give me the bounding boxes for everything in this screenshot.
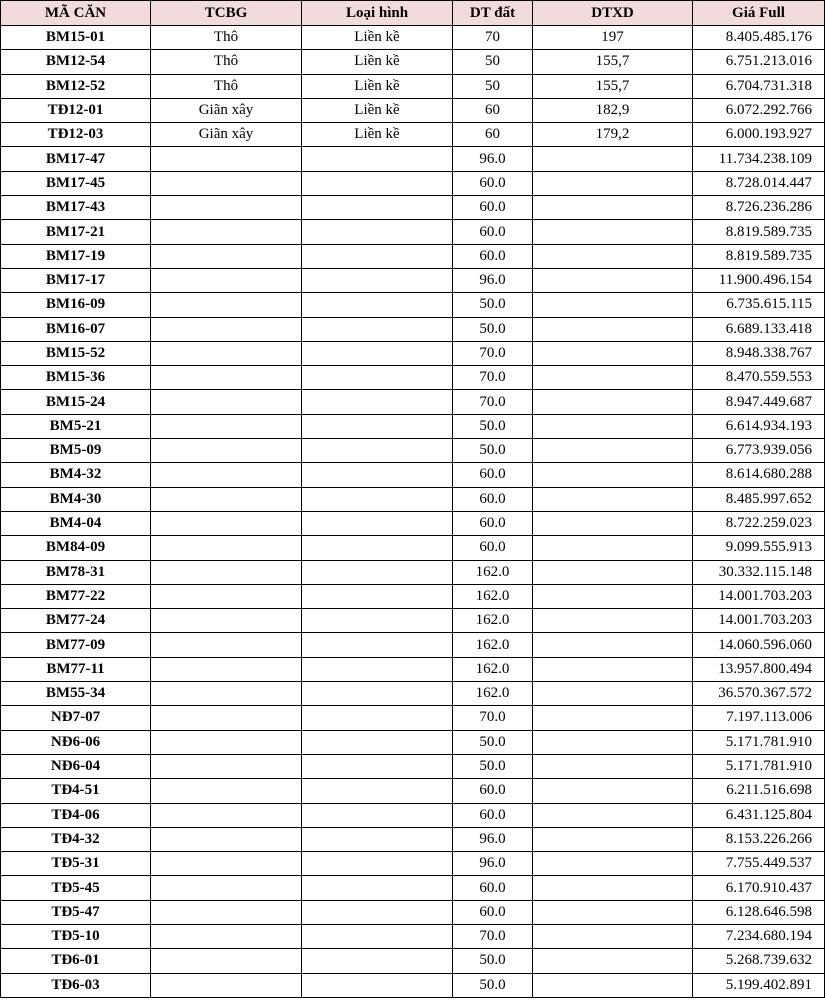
- cell-loai-hinh: Liền kề: [302, 98, 453, 122]
- table-row: [1, 633, 825, 657]
- cell-loai-hinh: [302, 487, 453, 511]
- cell-loai-hinh: [302, 439, 453, 463]
- cell-ma-can: BM15-01: [1, 26, 151, 50]
- cell-gia-full: 8.470.559.553: [693, 366, 825, 390]
- cell-loai-hinh: Liền kề: [302, 50, 453, 74]
- table-row: [1, 26, 825, 50]
- cell-dtxd: [533, 609, 693, 633]
- table-row: [1, 803, 825, 827]
- cell-loai-hinh: [302, 754, 453, 778]
- cell-ma-can: NĐ6-04: [1, 754, 151, 778]
- cell-tcbg: [151, 293, 302, 317]
- cell-loai-hinh: [302, 706, 453, 730]
- cell-gia-full: 6.614.934.193: [693, 414, 825, 438]
- cell-ma-can: BM17-21: [1, 220, 151, 244]
- cell-loai-hinh: [302, 244, 453, 268]
- cell-tcbg: [151, 366, 302, 390]
- cell-dt-dat: 50: [453, 74, 533, 98]
- cell-gia-full: 11.900.496.154: [693, 268, 825, 292]
- cell-gia-full: 5.199.402.891: [693, 973, 825, 997]
- cell-gia-full: 8.728.014.447: [693, 171, 825, 195]
- cell-tcbg: [151, 317, 302, 341]
- cell-tcbg: [151, 147, 302, 171]
- cell-ma-can: BM15-36: [1, 366, 151, 390]
- cell-gia-full: 5.171.781.910: [693, 730, 825, 754]
- cell-dt-dat: 60.0: [453, 244, 533, 268]
- cell-dt-dat: 162.0: [453, 657, 533, 681]
- cell-tcbg: [151, 536, 302, 560]
- cell-tcbg: [151, 706, 302, 730]
- cell-dtxd: [533, 171, 693, 195]
- cell-dt-dat: 50.0: [453, 730, 533, 754]
- cell-gia-full: 8.947.449.687: [693, 390, 825, 414]
- table-row: [1, 390, 825, 414]
- cell-loai-hinh: [302, 633, 453, 657]
- table-row: [1, 584, 825, 608]
- cell-dt-dat: 60.0: [453, 196, 533, 220]
- cell-gia-full: 8.819.589.735: [693, 220, 825, 244]
- table-row: [1, 196, 825, 220]
- cell-tcbg: [151, 754, 302, 778]
- cell-dtxd: 155,7: [533, 74, 693, 98]
- cell-ma-can: TĐ6-01: [1, 949, 151, 973]
- cell-gia-full: 6.431.125.804: [693, 803, 825, 827]
- cell-tcbg: [151, 171, 302, 195]
- cell-gia-full: 6.128.646.598: [693, 900, 825, 924]
- cell-loai-hinh: [302, 511, 453, 535]
- cell-dtxd: [533, 973, 693, 997]
- cell-tcbg: [151, 196, 302, 220]
- cell-dtxd: [533, 779, 693, 803]
- cell-tcbg: [151, 730, 302, 754]
- cell-ma-can: BM78-31: [1, 560, 151, 584]
- table-row: [1, 171, 825, 195]
- cell-dt-dat: 70.0: [453, 706, 533, 730]
- cell-dt-dat: 60.0: [453, 171, 533, 195]
- cell-loai-hinh: [302, 609, 453, 633]
- cell-gia-full: 8.153.226.266: [693, 827, 825, 851]
- cell-dt-dat: 60.0: [453, 511, 533, 535]
- cell-loai-hinh: [302, 341, 453, 365]
- cell-tcbg: [151, 924, 302, 948]
- cell-gia-full: 8.948.338.767: [693, 341, 825, 365]
- cell-dtxd: [533, 657, 693, 681]
- cell-dtxd: [533, 633, 693, 657]
- cell-ma-can: NĐ7-07: [1, 706, 151, 730]
- cell-gia-full: 7.197.113.006: [693, 706, 825, 730]
- cell-ma-can: TĐ4-06: [1, 803, 151, 827]
- cell-dtxd: [533, 220, 693, 244]
- cell-loai-hinh: [302, 779, 453, 803]
- cell-tcbg: Thô: [151, 74, 302, 98]
- cell-dtxd: 182,9: [533, 98, 693, 122]
- cell-gia-full: 14.060.596.060: [693, 633, 825, 657]
- cell-tcbg: [151, 220, 302, 244]
- cell-dt-dat: 60.0: [453, 220, 533, 244]
- table-header: [1, 1, 825, 26]
- table-row: [1, 220, 825, 244]
- cell-loai-hinh: [302, 876, 453, 900]
- cell-tcbg: [151, 560, 302, 584]
- cell-tcbg: Giãn xây: [151, 123, 302, 147]
- cell-dtxd: [533, 852, 693, 876]
- cell-dt-dat: 60: [453, 98, 533, 122]
- cell-ma-can: NĐ6-06: [1, 730, 151, 754]
- cell-loai-hinh: [302, 390, 453, 414]
- cell-ma-can: BM4-30: [1, 487, 151, 511]
- cell-dtxd: [533, 827, 693, 851]
- cell-gia-full: 6.000.193.927: [693, 123, 825, 147]
- cell-tcbg: [151, 511, 302, 535]
- cell-dt-dat: 162.0: [453, 584, 533, 608]
- cell-gia-full: 5.171.781.910: [693, 754, 825, 778]
- cell-loai-hinh: [302, 220, 453, 244]
- cell-dt-dat: 96.0: [453, 147, 533, 171]
- table-row: [1, 536, 825, 560]
- cell-dtxd: [533, 390, 693, 414]
- cell-dtxd: [533, 341, 693, 365]
- table-row: [1, 123, 825, 147]
- cell-ma-can: BM5-09: [1, 439, 151, 463]
- cell-gia-full: 13.957.800.494: [693, 657, 825, 681]
- table-row: [1, 949, 825, 973]
- table-body: [1, 26, 825, 998]
- table-row: [1, 268, 825, 292]
- cell-dtxd: [533, 682, 693, 706]
- header-dtxd: DTXD: [533, 1, 693, 26]
- cell-loai-hinh: [302, 827, 453, 851]
- cell-loai-hinh: [302, 900, 453, 924]
- cell-dt-dat: 60.0: [453, 536, 533, 560]
- cell-tcbg: [151, 584, 302, 608]
- cell-dt-dat: 162.0: [453, 609, 533, 633]
- cell-dtxd: [533, 317, 693, 341]
- cell-ma-can: TĐ5-10: [1, 924, 151, 948]
- cell-ma-can: BM16-07: [1, 317, 151, 341]
- cell-ma-can: BM5-21: [1, 414, 151, 438]
- cell-gia-full: 14.001.703.203: [693, 584, 825, 608]
- table-row: [1, 50, 825, 74]
- cell-dt-dat: 60.0: [453, 803, 533, 827]
- header-gia-full: Giá Full: [693, 1, 825, 26]
- cell-tcbg: [151, 609, 302, 633]
- cell-gia-full: 7.755.449.537: [693, 852, 825, 876]
- cell-dtxd: [533, 244, 693, 268]
- cell-dtxd: [533, 268, 693, 292]
- cell-tcbg: [151, 779, 302, 803]
- cell-dtxd: [533, 924, 693, 948]
- table-row: [1, 876, 825, 900]
- cell-dt-dat: 162.0: [453, 560, 533, 584]
- cell-ma-can: TĐ5-45: [1, 876, 151, 900]
- cell-loai-hinh: [302, 973, 453, 997]
- cell-ma-can: BM12-52: [1, 74, 151, 98]
- cell-dtxd: [533, 487, 693, 511]
- table-row: [1, 900, 825, 924]
- table-row: [1, 730, 825, 754]
- cell-loai-hinh: Liền kề: [302, 26, 453, 50]
- cell-ma-can: BM77-24: [1, 609, 151, 633]
- table-row: [1, 98, 825, 122]
- cell-dt-dat: 162.0: [453, 682, 533, 706]
- table-row: [1, 414, 825, 438]
- cell-dt-dat: 96.0: [453, 852, 533, 876]
- cell-gia-full: 8.726.236.286: [693, 196, 825, 220]
- cell-ma-can: BM77-11: [1, 657, 151, 681]
- cell-dtxd: [533, 706, 693, 730]
- cell-dtxd: [533, 511, 693, 535]
- cell-gia-full: 6.704.731.318: [693, 74, 825, 98]
- cell-dt-dat: 50.0: [453, 317, 533, 341]
- cell-loai-hinh: [302, 293, 453, 317]
- cell-gia-full: 6.751.213.016: [693, 50, 825, 74]
- cell-ma-can: TĐ6-03: [1, 973, 151, 997]
- cell-tcbg: [151, 949, 302, 973]
- table-row: [1, 317, 825, 341]
- cell-gia-full: 8.405.485.176: [693, 26, 825, 50]
- cell-gia-full: 7.234.680.194: [693, 924, 825, 948]
- cell-ma-can: TĐ5-31: [1, 852, 151, 876]
- cell-gia-full: 6.735.615.115: [693, 293, 825, 317]
- table-row: [1, 609, 825, 633]
- cell-loai-hinh: [302, 682, 453, 706]
- header-dt-dat: DT đất: [453, 1, 533, 26]
- cell-tcbg: [151, 876, 302, 900]
- cell-ma-can: BM17-45: [1, 171, 151, 195]
- cell-dt-dat: 50.0: [453, 973, 533, 997]
- cell-ma-can: TĐ12-01: [1, 98, 151, 122]
- cell-dt-dat: 50: [453, 50, 533, 74]
- cell-dtxd: [533, 584, 693, 608]
- cell-tcbg: Giãn xây: [151, 98, 302, 122]
- cell-tcbg: [151, 803, 302, 827]
- cell-loai-hinh: [302, 924, 453, 948]
- cell-dtxd: 197: [533, 26, 693, 50]
- cell-tcbg: [151, 852, 302, 876]
- cell-ma-can: BM15-24: [1, 390, 151, 414]
- header-row: [1, 1, 825, 26]
- cell-dt-dat: 50.0: [453, 293, 533, 317]
- table-row: [1, 147, 825, 171]
- cell-tcbg: [151, 682, 302, 706]
- cell-dtxd: [533, 414, 693, 438]
- cell-ma-can: TĐ4-51: [1, 779, 151, 803]
- table-row: [1, 706, 825, 730]
- cell-ma-can: TĐ5-47: [1, 900, 151, 924]
- cell-ma-can: BM4-04: [1, 511, 151, 535]
- cell-ma-can: BM17-47: [1, 147, 151, 171]
- cell-ma-can: BM17-43: [1, 196, 151, 220]
- cell-dt-dat: 50.0: [453, 439, 533, 463]
- cell-gia-full: 8.614.680.288: [693, 463, 825, 487]
- table-row: [1, 244, 825, 268]
- table-row: [1, 779, 825, 803]
- cell-tcbg: Thô: [151, 26, 302, 50]
- cell-loai-hinh: Liền kề: [302, 123, 453, 147]
- cell-gia-full: 5.268.739.632: [693, 949, 825, 973]
- cell-tcbg: [151, 827, 302, 851]
- cell-gia-full: 8.722.259.023: [693, 511, 825, 535]
- cell-loai-hinh: [302, 852, 453, 876]
- cell-ma-can: BM55-34: [1, 682, 151, 706]
- table-row: [1, 754, 825, 778]
- table-row: [1, 560, 825, 584]
- cell-dt-dat: 96.0: [453, 827, 533, 851]
- cell-dt-dat: 70.0: [453, 390, 533, 414]
- cell-gia-full: 14.001.703.203: [693, 609, 825, 633]
- table-row: [1, 293, 825, 317]
- header-tcbg: TCBG: [151, 1, 302, 26]
- cell-loai-hinh: [302, 803, 453, 827]
- table-row: [1, 827, 825, 851]
- cell-dtxd: 155,7: [533, 50, 693, 74]
- cell-dtxd: [533, 366, 693, 390]
- cell-gia-full: 6.170.910.437: [693, 876, 825, 900]
- cell-gia-full: 30.332.115.148: [693, 560, 825, 584]
- header-loai-hinh: Loại hình: [302, 1, 453, 26]
- cell-dt-dat: 60.0: [453, 487, 533, 511]
- cell-dt-dat: 96.0: [453, 268, 533, 292]
- cell-dtxd: [533, 730, 693, 754]
- table-row: [1, 852, 825, 876]
- cell-tcbg: [151, 463, 302, 487]
- cell-tcbg: [151, 414, 302, 438]
- cell-dt-dat: 70.0: [453, 341, 533, 365]
- cell-gia-full: 8.819.589.735: [693, 244, 825, 268]
- table-row: [1, 341, 825, 365]
- table-row: [1, 74, 825, 98]
- cell-loai-hinh: [302, 171, 453, 195]
- cell-dt-dat: 70.0: [453, 366, 533, 390]
- cell-dtxd: [533, 293, 693, 317]
- cell-dtxd: [533, 754, 693, 778]
- cell-ma-can: TĐ4-32: [1, 827, 151, 851]
- table-row: [1, 682, 825, 706]
- cell-gia-full: 36.570.367.572: [693, 682, 825, 706]
- cell-dt-dat: 162.0: [453, 633, 533, 657]
- cell-dt-dat: 50.0: [453, 949, 533, 973]
- cell-loai-hinh: [302, 560, 453, 584]
- cell-loai-hinh: [302, 657, 453, 681]
- cell-loai-hinh: [302, 536, 453, 560]
- cell-dt-dat: 60.0: [453, 463, 533, 487]
- cell-tcbg: [151, 341, 302, 365]
- cell-gia-full: 6.211.516.698: [693, 779, 825, 803]
- header-ma-can: MÃ CĂN: [1, 1, 151, 26]
- cell-loai-hinh: [302, 366, 453, 390]
- cell-tcbg: Thô: [151, 50, 302, 74]
- cell-ma-can: BM4-32: [1, 463, 151, 487]
- cell-loai-hinh: [302, 414, 453, 438]
- cell-dtxd: [533, 536, 693, 560]
- cell-loai-hinh: [302, 317, 453, 341]
- cell-loai-hinh: [302, 949, 453, 973]
- cell-dt-dat: 60.0: [453, 779, 533, 803]
- cell-dtxd: [533, 463, 693, 487]
- cell-tcbg: [151, 244, 302, 268]
- cell-gia-full: 11.734.238.109: [693, 147, 825, 171]
- cell-dtxd: [533, 560, 693, 584]
- cell-dt-dat: 70.0: [453, 924, 533, 948]
- table-row: [1, 366, 825, 390]
- table-row: [1, 511, 825, 535]
- cell-ma-can: BM16-09: [1, 293, 151, 317]
- cell-dtxd: [533, 949, 693, 973]
- cell-dtxd: [533, 439, 693, 463]
- cell-tcbg: [151, 487, 302, 511]
- cell-dt-dat: 60.0: [453, 876, 533, 900]
- cell-dt-dat: 60: [453, 123, 533, 147]
- cell-gia-full: 6.072.292.766: [693, 98, 825, 122]
- table-row: [1, 657, 825, 681]
- cell-tcbg: [151, 657, 302, 681]
- cell-loai-hinh: [302, 730, 453, 754]
- cell-ma-can: BM17-17: [1, 268, 151, 292]
- cell-dtxd: [533, 900, 693, 924]
- cell-dt-dat: 70: [453, 26, 533, 50]
- cell-tcbg: [151, 900, 302, 924]
- cell-tcbg: [151, 439, 302, 463]
- cell-dt-dat: 50.0: [453, 754, 533, 778]
- table-row: [1, 487, 825, 511]
- cell-dtxd: 179,2: [533, 123, 693, 147]
- cell-ma-can: BM15-52: [1, 341, 151, 365]
- cell-gia-full: 8.485.997.652: [693, 487, 825, 511]
- cell-loai-hinh: [302, 268, 453, 292]
- cell-tcbg: [151, 268, 302, 292]
- table-row: [1, 973, 825, 997]
- cell-tcbg: [151, 973, 302, 997]
- cell-dtxd: [533, 147, 693, 171]
- cell-loai-hinh: [302, 196, 453, 220]
- cell-dtxd: [533, 876, 693, 900]
- cell-ma-can: BM12-54: [1, 50, 151, 74]
- cell-ma-can: BM77-22: [1, 584, 151, 608]
- cell-dt-dat: 60.0: [453, 900, 533, 924]
- cell-loai-hinh: Liền kề: [302, 74, 453, 98]
- cell-dt-dat: 50.0: [453, 414, 533, 438]
- cell-gia-full: 9.099.555.913: [693, 536, 825, 560]
- table-row: [1, 463, 825, 487]
- cell-tcbg: [151, 633, 302, 657]
- table-row: [1, 439, 825, 463]
- cell-ma-can: BM17-19: [1, 244, 151, 268]
- cell-loai-hinh: [302, 463, 453, 487]
- table-row: [1, 924, 825, 948]
- cell-gia-full: 6.773.939.056: [693, 439, 825, 463]
- cell-loai-hinh: [302, 584, 453, 608]
- cell-dtxd: [533, 803, 693, 827]
- cell-ma-can: BM77-09: [1, 633, 151, 657]
- cell-gia-full: 6.689.133.418: [693, 317, 825, 341]
- cell-loai-hinh: [302, 147, 453, 171]
- cell-dtxd: [533, 196, 693, 220]
- cell-ma-can: TĐ12-03: [1, 123, 151, 147]
- cell-ma-can: BM84-09: [1, 536, 151, 560]
- cell-tcbg: [151, 390, 302, 414]
